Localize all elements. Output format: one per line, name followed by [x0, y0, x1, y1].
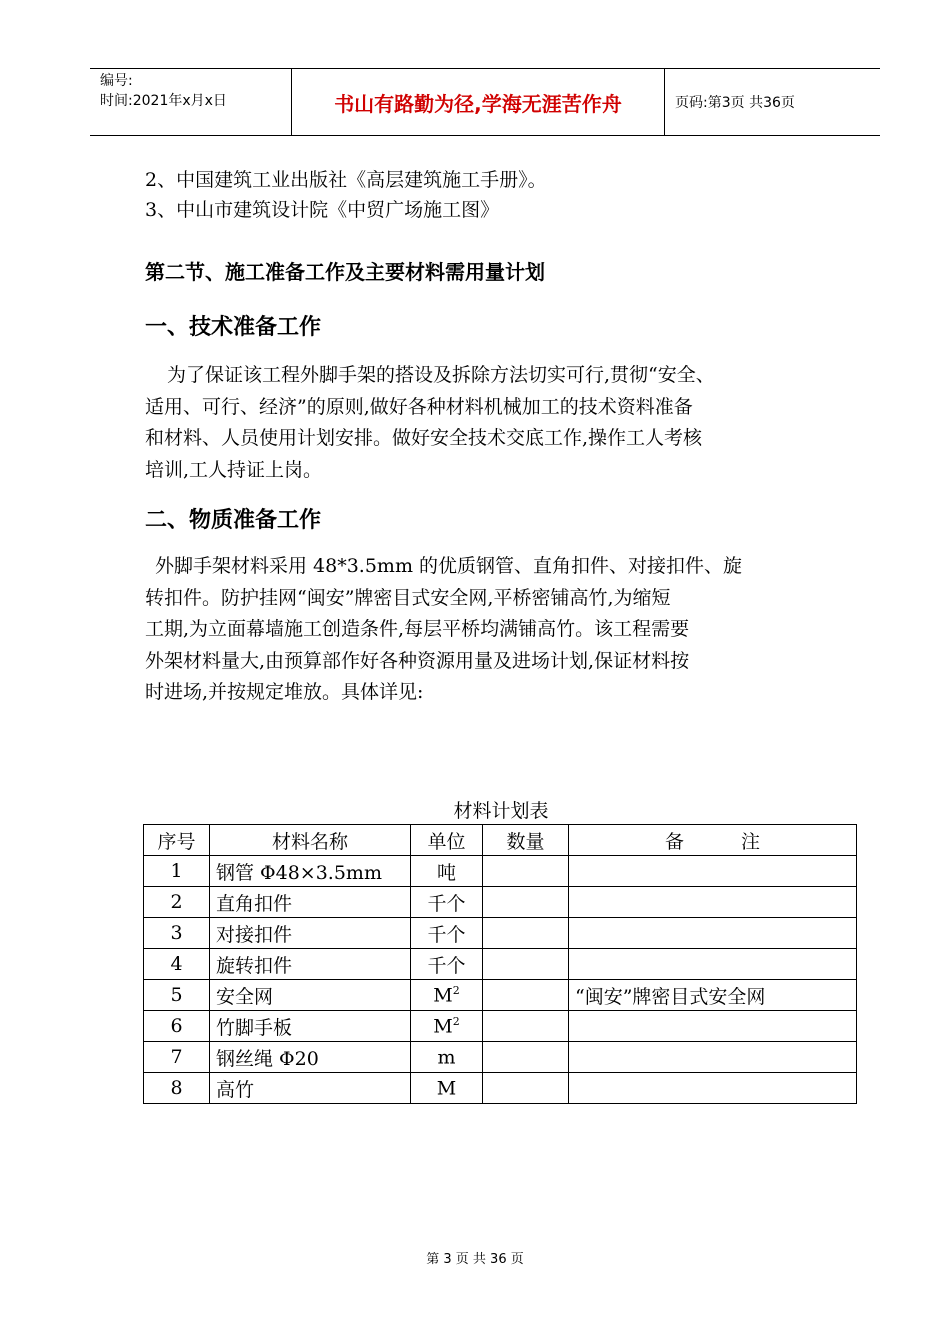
cell-no — [144, 887, 210, 918]
cell-unit — [411, 856, 483, 887]
cell-no-text: 5 — [170, 984, 183, 1006]
cell-no-text: 3 — [170, 922, 183, 944]
cell-note — [569, 856, 857, 887]
doc-date-label: 时间:2021年x月x日 — [100, 93, 227, 109]
cell-no-text: 7 — [170, 1046, 183, 1068]
table-row — [144, 1042, 857, 1073]
table-row — [144, 949, 857, 980]
cell-unit-text: 千个 — [427, 923, 466, 946]
cell-name-text: 直角扣件 — [216, 892, 293, 915]
cell-note — [569, 1042, 857, 1073]
cell-name-text: 竹脚手板 — [216, 1016, 293, 1039]
cell-no — [144, 1011, 210, 1042]
cell-note — [569, 980, 857, 1011]
cell-unit-text: M — [433, 984, 453, 1007]
material-prep-paragraph — [145, 551, 845, 709]
paragraph-line: 培训,工人持证上岗。 — [145, 458, 323, 481]
cell-unit — [411, 1042, 483, 1073]
table-header-row — [144, 825, 857, 856]
paragraph-line: 工期,为立面幕墙施工创造条件,每层平桥均满铺高竹。该工程需要 — [145, 618, 690, 640]
cell-unit-text: 吨 — [436, 861, 456, 884]
cell-name — [210, 887, 411, 918]
cell-note — [569, 1011, 857, 1042]
cell-no-text: 6 — [170, 1015, 183, 1037]
cell-unit — [411, 918, 483, 949]
paragraph-line: 外脚手架材料采用 48*3.5mm 的优质钢管、直角扣件、对接扣件、旋 — [155, 555, 743, 577]
cell-name — [210, 949, 411, 980]
cell-note-text: “闽安”牌密目式安全网 — [575, 985, 766, 1008]
cell-qty — [483, 1073, 569, 1104]
cell-unit — [411, 949, 483, 980]
cell-qty — [483, 856, 569, 887]
cell-note — [569, 1073, 857, 1104]
table-row — [144, 918, 857, 949]
cell-qty — [483, 949, 569, 980]
cell-qty — [483, 980, 569, 1011]
cell-qty — [483, 1011, 569, 1042]
subsection-title-tech: 一、技术准备工作 — [145, 315, 322, 340]
cell-no-text: 1 — [170, 860, 183, 882]
material-plan-table — [143, 824, 857, 1104]
unit-superscript: 2 — [452, 1014, 460, 1028]
subsection-title-material: 二、物质准备工作 — [145, 508, 322, 533]
cell-no-text: 4 — [170, 953, 183, 975]
paragraph-line: 外架材料量大,由预算部作好各种资源用量及进场计划,保证材料按 — [145, 649, 690, 672]
paragraph-line: 为了保证该工程外脚手架的搭设及拆除方法切实可行,贯彻“安全、 — [167, 364, 715, 386]
cell-no — [144, 1073, 210, 1104]
table-row — [144, 1011, 857, 1042]
cell-unit — [411, 1011, 483, 1042]
cell-name — [210, 980, 411, 1011]
cell-name-text: 钢丝绳 Φ20 — [216, 1047, 319, 1070]
col-header-unit: 单位 — [411, 825, 483, 856]
paragraph-line: 适用、可行、经济”的原则,做好各种材料机械加工的技术资料准备 — [145, 395, 693, 418]
cell-no-text: 2 — [170, 891, 183, 913]
doc-code-label: 编号: — [100, 73, 133, 89]
col-header-qty: 数量 — [483, 825, 569, 856]
cell-unit — [411, 1073, 483, 1104]
cell-unit — [411, 980, 483, 1011]
paragraph-line: 时进场,并按规定堆放。具体详见: — [145, 681, 424, 703]
cell-name-text: 对接扣件 — [216, 923, 293, 946]
header-page-number: 页码:第3页 共36页 — [675, 95, 795, 111]
cell-unit-text: 千个 — [427, 954, 466, 977]
reference-item: 2、中国建筑工业出版社《高层建筑施工手册》。 — [145, 169, 547, 191]
col-header-name: 材料名称 — [210, 825, 411, 856]
cell-no — [144, 918, 210, 949]
table-row — [144, 887, 857, 918]
cell-no — [144, 1042, 210, 1073]
cell-name — [210, 856, 411, 887]
cell-name-text: 高竹 — [216, 1078, 255, 1101]
cell-note — [569, 887, 857, 918]
table-row — [144, 856, 857, 887]
paragraph-line: 转扣件。防护挂网“闽安”牌密目式安全网,平桥密铺高竹,为缩短 — [145, 586, 671, 609]
reference-item: 3、中山市建筑设计院《中贸广场施工图》 — [145, 199, 500, 221]
cell-note — [569, 949, 857, 980]
cell-no — [144, 980, 210, 1011]
header-meta — [90, 69, 292, 135]
cell-unit-text: M — [436, 1077, 457, 1100]
cell-unit-text: M — [433, 1015, 453, 1038]
cell-name-text: 安全网 — [216, 985, 274, 1008]
table-row — [144, 980, 857, 1011]
col-header-note: 备 注 — [569, 825, 857, 856]
cell-name — [210, 918, 411, 949]
col-header-no: 序号 — [144, 825, 210, 856]
cell-note — [569, 918, 857, 949]
cell-qty — [483, 887, 569, 918]
cell-no-text: 8 — [170, 1077, 183, 1099]
tech-prep-paragraph — [145, 360, 845, 486]
cell-qty — [483, 918, 569, 949]
header-motto: 书山有路勤为径,学海无涯苦作舟 — [292, 69, 665, 135]
cell-no — [144, 949, 210, 980]
unit-superscript: 2 — [452, 983, 460, 997]
paragraph-line: 和材料、人员使用计划安排。做好安全技术交底工作,操作工人考核 — [145, 427, 703, 449]
section-title: 第二节、施工准备工作及主要材料需用量计划 — [145, 260, 545, 284]
cell-unit — [411, 887, 483, 918]
page-header — [90, 68, 880, 136]
cell-name-text: 钢管 Φ48×3.5mm — [216, 861, 382, 884]
page-footer: 第 3 页 共 36 页 — [426, 1252, 524, 1267]
cell-name — [210, 1042, 411, 1073]
cell-name-text: 旋转扣件 — [216, 954, 293, 977]
cell-name — [210, 1011, 411, 1042]
cell-name — [210, 1073, 411, 1104]
cell-unit-text: m — [437, 1046, 456, 1069]
cell-no — [144, 856, 210, 887]
table-caption: 材料计划表 — [453, 800, 549, 822]
cell-unit-text: 千个 — [427, 892, 466, 915]
cell-qty — [483, 1042, 569, 1073]
table-row — [144, 1073, 857, 1104]
